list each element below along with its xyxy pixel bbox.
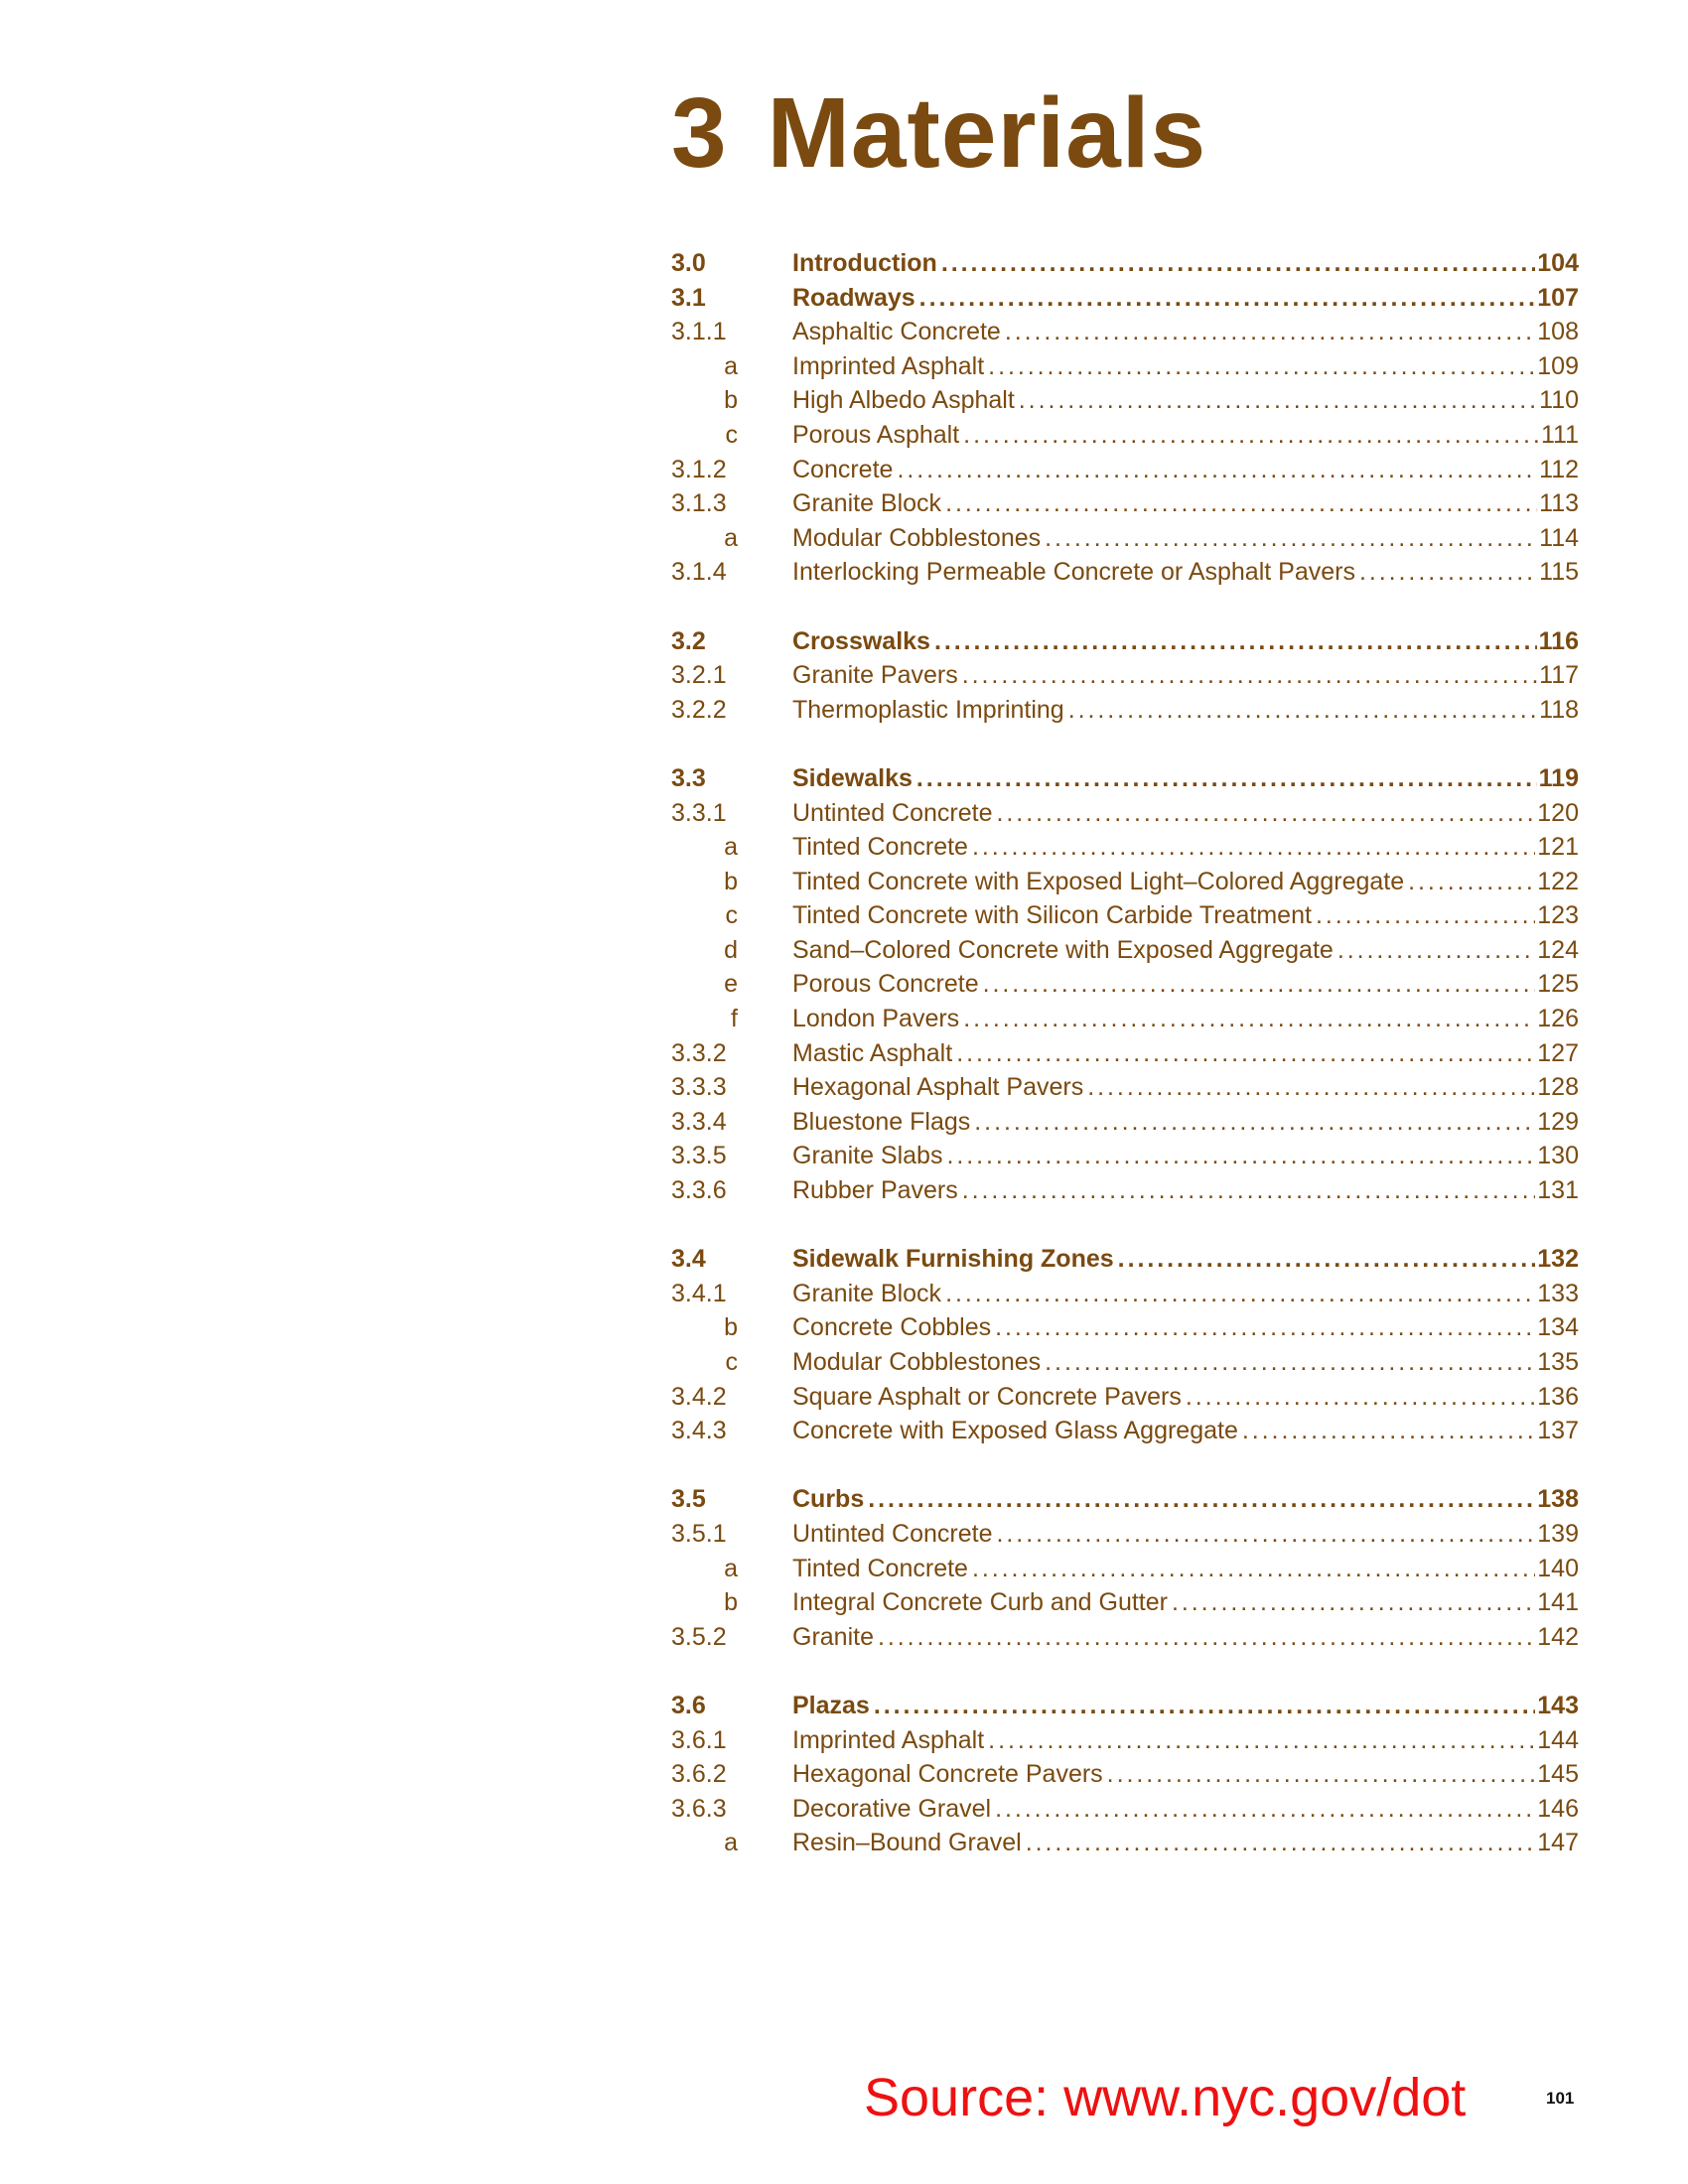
toc-entry-leader — [792, 1792, 1579, 1827]
dot-leader — [868, 1482, 1535, 1517]
toc-entry-number: 3.3.3 — [671, 1073, 727, 1102]
toc-entry-number: c — [725, 901, 738, 930]
toc-entry-leader — [792, 1414, 1579, 1448]
toc-entry-label: Curbs — [792, 1485, 865, 1514]
toc-entry-number: 3.1 — [671, 283, 706, 312]
toc-entry[interactable] — [671, 1585, 1579, 1620]
toc-entry-page: 143 — [1537, 1691, 1579, 1719]
toc-entry-leader — [792, 1517, 1579, 1552]
dot-leader — [974, 1105, 1535, 1140]
toc-entry-number: b — [724, 1313, 738, 1342]
toc-entry-page: 108 — [1537, 318, 1579, 346]
toc-entry-leader — [792, 1173, 1579, 1208]
dot-leader — [972, 1552, 1535, 1586]
toc-entry-page: 112 — [1539, 455, 1579, 483]
dot-leader — [919, 281, 1536, 316]
toc-section — [671, 761, 1579, 1208]
dot-leader — [956, 1036, 1535, 1071]
dot-leader — [1186, 1380, 1535, 1415]
toc-entry-page: 139 — [1537, 1519, 1579, 1548]
toc-entry[interactable] — [671, 1552, 1579, 1586]
toc-entry[interactable] — [671, 418, 1579, 453]
dot-leader — [983, 967, 1536, 1002]
toc-entry[interactable] — [671, 1139, 1579, 1173]
dot-leader — [1337, 933, 1535, 968]
toc-entry-label: Modular Cobblestones — [792, 523, 1042, 552]
toc-entry-number: 3.3.1 — [671, 798, 727, 827]
toc-entry-label: Concrete with Exposed Glass Aggregate — [792, 1417, 1238, 1445]
toc-entry-leader — [792, 1139, 1579, 1173]
toc-entry-page: 142 — [1537, 1622, 1579, 1651]
toc-entry-leader — [792, 1757, 1579, 1792]
dot-leader — [1408, 865, 1535, 899]
toc-entry-label: Granite — [792, 1622, 874, 1651]
toc-entry-number: e — [724, 970, 738, 999]
toc-entry-leader — [792, 1620, 1579, 1655]
toc-entry-page: 104 — [1537, 249, 1579, 277]
toc-entry-label: Rubber Pavers — [792, 1176, 958, 1205]
dot-leader — [1026, 1826, 1536, 1860]
toc-entry-number: 3.3 — [671, 763, 706, 792]
toc-entry-leader — [792, 521, 1579, 556]
toc-section-heading[interactable] — [671, 281, 1579, 316]
toc-entry[interactable] — [671, 349, 1579, 384]
toc-entry-leader — [792, 418, 1579, 453]
toc-entry-page: 124 — [1537, 935, 1579, 964]
toc-entry-label: Porous Asphalt — [792, 420, 960, 449]
dot-leader — [1087, 1070, 1535, 1105]
toc-entry-number: 3.5.2 — [671, 1622, 727, 1651]
toc-entry[interactable] — [671, 1380, 1579, 1415]
toc-entry-page: 121 — [1537, 833, 1579, 862]
toc-entry[interactable] — [671, 1173, 1579, 1208]
dot-leader — [897, 453, 1537, 487]
toc-entry-page: 110 — [1539, 386, 1579, 415]
toc-entry[interactable] — [671, 486, 1579, 521]
toc-entry-number: c — [725, 420, 738, 449]
chapter-number: 3 — [671, 77, 728, 189]
toc-entry[interactable] — [671, 555, 1579, 590]
toc-entry-number: 3.1.1 — [671, 318, 727, 346]
toc-entry-leader — [792, 246, 1579, 281]
dot-leader — [1359, 555, 1537, 590]
toc-entry-number: 3.3.6 — [671, 1176, 727, 1205]
toc-entry-number: 3.2.1 — [671, 661, 727, 690]
toc-entry-page: 127 — [1537, 1038, 1579, 1067]
toc-entry-leader — [792, 486, 1579, 521]
toc-entry-label: Hexagonal Concrete Pavers — [792, 1760, 1103, 1789]
toc-entry-label: Concrete — [792, 455, 894, 483]
toc-entry[interactable] — [671, 1826, 1579, 1860]
toc-entry-number: 3.6 — [671, 1691, 706, 1719]
toc-entry[interactable] — [671, 933, 1579, 968]
toc-entry-label: Untinted Concrete — [792, 798, 993, 827]
toc-entry-label: Introduction — [792, 249, 937, 277]
toc-entry-leader — [792, 658, 1579, 693]
toc-entry[interactable] — [671, 1105, 1579, 1140]
toc-entry-number: 3.1.3 — [671, 489, 727, 518]
toc-entry-number: d — [724, 935, 738, 964]
toc-entry-leader — [792, 1036, 1579, 1071]
toc-entry[interactable] — [671, 1036, 1579, 1071]
toc-entry-page: 140 — [1537, 1554, 1579, 1582]
dot-leader — [946, 1139, 1535, 1173]
toc-entry-leader — [792, 555, 1579, 590]
toc-entry[interactable] — [671, 1277, 1579, 1311]
source-note: Source: www.nyc.gov/dot — [864, 2068, 1467, 2127]
dot-leader — [962, 1173, 1536, 1208]
toc-entry-leader — [792, 830, 1579, 865]
dot-leader — [934, 624, 1537, 659]
toc-section — [671, 246, 1579, 590]
toc-entry-page: 120 — [1537, 798, 1579, 827]
toc-entry[interactable] — [671, 1517, 1579, 1552]
toc-entry-page: 144 — [1537, 1725, 1579, 1754]
toc-entry[interactable] — [671, 383, 1579, 418]
toc-entry[interactable] — [671, 1792, 1579, 1827]
toc-entry-page: 118 — [1539, 695, 1579, 724]
toc-entry-page: 137 — [1537, 1417, 1579, 1445]
toc-entry-label: Sand–Colored Concrete with Exposed Aggregate — [792, 935, 1334, 964]
dot-leader — [988, 1723, 1535, 1758]
toc-entry-label: Imprinted Asphalt — [792, 351, 985, 380]
toc-entry-label: Granite Slabs — [792, 1142, 943, 1170]
toc-entry-number: f — [731, 1005, 738, 1033]
dot-leader — [1019, 383, 1537, 418]
toc-entry-label: Untinted Concrete — [792, 1519, 993, 1548]
dot-leader — [878, 1620, 1535, 1655]
toc-entry[interactable] — [671, 1414, 1579, 1448]
dot-leader — [997, 1517, 1536, 1552]
dot-leader — [1068, 693, 1537, 728]
toc-entry-page: 119 — [1538, 763, 1579, 792]
toc-entry-leader — [792, 453, 1579, 487]
toc-entry-page: 141 — [1537, 1588, 1579, 1617]
toc-entry-label: Crosswalks — [792, 626, 930, 655]
toc-entry[interactable] — [671, 830, 1579, 865]
page-title — [671, 77, 1207, 189]
toc-entry-page: 125 — [1537, 970, 1579, 999]
toc-entry-label: Tinted Concrete with Exposed Light–Colored Aggregate — [792, 867, 1405, 895]
toc-entry-label: Hexagonal Asphalt Pavers — [792, 1073, 1084, 1102]
toc-entry-page: 146 — [1537, 1794, 1579, 1823]
dot-leader — [997, 796, 1536, 831]
toc-entry-label: Granite Pavers — [792, 661, 958, 690]
dot-leader — [874, 1689, 1535, 1723]
toc-entry[interactable] — [671, 1620, 1579, 1655]
toc-entry-leader — [792, 898, 1579, 933]
toc-entry-number: a — [724, 833, 738, 862]
toc-section-heading[interactable] — [671, 1689, 1579, 1723]
toc-entry-page: 117 — [1539, 661, 1579, 690]
toc-entry-page: 129 — [1537, 1107, 1579, 1136]
toc-entry-leader — [792, 967, 1579, 1002]
toc-entry-label: Tinted Concrete — [792, 833, 968, 862]
toc-entry-number: 3.1.4 — [671, 558, 727, 587]
toc-entry-page: 131 — [1537, 1176, 1579, 1205]
toc-entry-label: Square Asphalt or Concrete Pavers — [792, 1382, 1182, 1411]
dot-leader — [1242, 1414, 1535, 1448]
toc-entry-label: Thermoplastic Imprinting — [792, 695, 1064, 724]
toc-entry[interactable] — [671, 865, 1579, 899]
toc-entry-leader — [792, 315, 1579, 349]
toc-entry-leader — [792, 1105, 1579, 1140]
toc-entry-page: 115 — [1539, 558, 1579, 587]
toc-entry-leader — [792, 796, 1579, 831]
dot-leader — [1172, 1585, 1535, 1620]
dot-leader — [995, 1792, 1535, 1827]
toc-entry-leader — [792, 1482, 1579, 1517]
toc-entry[interactable] — [671, 796, 1579, 831]
toc-section-heading[interactable] — [671, 1242, 1579, 1277]
toc-entry-label: Granite Block — [792, 1279, 942, 1307]
dot-leader — [1045, 521, 1537, 556]
toc-entry-number: 3.5 — [671, 1485, 706, 1514]
toc-entry-label: Bluestone Flags — [792, 1107, 971, 1136]
toc-entry-page: 134 — [1537, 1313, 1579, 1342]
toc-entry-number: 3.2 — [671, 626, 706, 655]
toc-entry-number: 3.2.2 — [671, 695, 727, 724]
toc-entry-leader — [792, 1689, 1579, 1723]
toc-section — [671, 1482, 1579, 1654]
toc-entry-page: 123 — [1537, 901, 1579, 930]
toc-entry-leader — [792, 1277, 1579, 1311]
toc-section-heading[interactable] — [671, 246, 1579, 281]
toc-entry-leader — [792, 1310, 1579, 1345]
toc-entry-number: a — [724, 523, 738, 552]
toc-entry-number: 3.3.2 — [671, 1038, 727, 1067]
page-number: 101 — [1546, 2089, 1575, 2108]
toc-entry-leader — [792, 349, 1579, 384]
toc-entry-number: 3.3.4 — [671, 1107, 727, 1136]
toc-entry-leader — [792, 761, 1579, 796]
toc-entry-number: 3.6.1 — [671, 1725, 727, 1754]
toc-entry-page: 136 — [1537, 1382, 1579, 1411]
toc-entry-label: Concrete Cobbles — [792, 1313, 992, 1342]
toc-entry-number: 3.6.3 — [671, 1794, 727, 1823]
toc-entry-page: 107 — [1537, 283, 1579, 312]
toc-entry-label: Asphaltic Concrete — [792, 318, 1001, 346]
toc-entry-number: 3.3.5 — [671, 1142, 727, 1170]
toc-entry-label: Porous Concrete — [792, 970, 979, 999]
toc-entry-page: 128 — [1537, 1073, 1579, 1102]
toc-entry[interactable] — [671, 1757, 1579, 1792]
toc-entry-number: 3.0 — [671, 249, 706, 277]
toc-entry-label: Integral Concrete Curb and Gutter — [792, 1588, 1168, 1617]
toc-entry-leader — [792, 1826, 1579, 1860]
toc-entry-label: Granite Block — [792, 489, 942, 518]
toc-entry[interactable] — [671, 1723, 1579, 1758]
toc-entry-page: 113 — [1539, 489, 1579, 518]
toc-entry[interactable] — [671, 693, 1579, 728]
toc-entry-page: 147 — [1537, 1829, 1579, 1857]
toc-entry-number: a — [724, 1829, 738, 1857]
toc-entry-leader — [792, 1552, 1579, 1586]
toc-entry-leader — [792, 933, 1579, 968]
dot-leader — [963, 1002, 1535, 1036]
toc-entry-number: 3.6.2 — [671, 1760, 727, 1789]
toc-entry-leader — [792, 281, 1579, 316]
toc-entry-number: 3.4.2 — [671, 1382, 727, 1411]
toc-entry-label: Mastic Asphalt — [792, 1038, 953, 1067]
toc-entry[interactable] — [671, 1070, 1579, 1105]
dot-leader — [1045, 1345, 1535, 1380]
toc-entry[interactable] — [671, 1310, 1579, 1345]
toc-entry-page: 126 — [1537, 1005, 1579, 1033]
toc-entry-label: Tinted Concrete with Silicon Carbide Treatment — [792, 901, 1312, 930]
toc-entry-number: b — [724, 386, 738, 415]
toc-entry-leader — [792, 1345, 1579, 1380]
toc-entry[interactable] — [671, 521, 1579, 556]
toc-entry-number: b — [724, 1588, 738, 1617]
toc-entry-page: 116 — [1538, 626, 1579, 655]
chapter-title: Materials — [767, 77, 1207, 189]
toc-entry-label: Imprinted Asphalt — [792, 1725, 985, 1754]
toc-entry[interactable] — [671, 315, 1579, 349]
toc-entry-page: 114 — [1539, 523, 1579, 552]
toc-entry[interactable] — [671, 453, 1579, 487]
toc-entry-page: 109 — [1537, 351, 1579, 380]
toc-entry-label: Modular Cobblestones — [792, 1348, 1042, 1376]
toc-entry[interactable] — [671, 898, 1579, 933]
toc-entry[interactable] — [671, 658, 1579, 693]
toc-entry-leader — [792, 383, 1579, 418]
dot-leader — [1118, 1242, 1536, 1277]
dot-leader — [1316, 898, 1535, 933]
dot-leader — [963, 418, 1539, 453]
dot-leader — [1005, 315, 1535, 349]
toc-entry-leader — [792, 1242, 1579, 1277]
toc-entry-page: 145 — [1537, 1760, 1579, 1789]
toc-entry-label: London Pavers — [792, 1005, 960, 1033]
dot-leader — [988, 349, 1535, 384]
toc-entry-label: High Albedo Asphalt — [792, 386, 1015, 415]
dot-leader — [916, 761, 1537, 796]
dot-leader — [941, 246, 1535, 281]
dot-leader — [972, 830, 1535, 865]
toc-entry-page: 130 — [1537, 1142, 1579, 1170]
toc-entry[interactable] — [671, 1345, 1579, 1380]
toc-entry-number: 3.4 — [671, 1245, 706, 1274]
toc-entry-label: Tinted Concrete — [792, 1554, 968, 1582]
toc-section-heading[interactable] — [671, 624, 1579, 659]
toc-entry-number: b — [724, 867, 738, 895]
toc-entry-leader — [792, 1380, 1579, 1415]
toc-entry-page: 133 — [1537, 1279, 1579, 1307]
toc-section — [671, 1689, 1579, 1860]
toc-entry-number: 3.5.1 — [671, 1519, 727, 1548]
toc-entry-leader — [792, 693, 1579, 728]
toc-entry-label: Decorative Gravel — [792, 1794, 992, 1823]
toc-entry-label: Resin–Bound Gravel — [792, 1829, 1022, 1857]
dot-leader — [1107, 1757, 1536, 1792]
dot-leader — [945, 1277, 1535, 1311]
toc-section-heading[interactable] — [671, 761, 1579, 796]
toc-entry-page: 135 — [1537, 1348, 1579, 1376]
toc-section-heading[interactable] — [671, 1482, 1579, 1517]
toc-entry-leader — [792, 1723, 1579, 1758]
toc-entry-label: Sidewalk Furnishing Zones — [792, 1245, 1114, 1274]
toc-entry-leader — [792, 865, 1579, 899]
toc-entry-label: Roadways — [792, 283, 915, 312]
toc-entry[interactable] — [671, 967, 1579, 1002]
toc-section — [671, 1242, 1579, 1448]
toc-entry-label: Plazas — [792, 1691, 870, 1719]
toc-entry-page: 138 — [1537, 1485, 1579, 1514]
table-of-contents — [671, 246, 1579, 1895]
toc-entry-leader — [792, 1585, 1579, 1620]
toc-entry-leader — [792, 624, 1579, 659]
toc-entry-number: c — [725, 1348, 738, 1376]
dot-leader — [945, 486, 1537, 521]
toc-entry-leader — [792, 1070, 1579, 1105]
toc-entry-leader — [792, 1002, 1579, 1036]
toc-entry-label: Sidewalks — [792, 763, 913, 792]
toc-entry-page: 132 — [1537, 1245, 1579, 1274]
toc-entry-page: 111 — [1540, 420, 1579, 449]
toc-entry-number: 3.4.3 — [671, 1417, 727, 1445]
toc-entry-page: 122 — [1537, 867, 1579, 895]
toc-entry[interactable] — [671, 1002, 1579, 1036]
toc-entry-number: 3.1.2 — [671, 455, 727, 483]
toc-entry-number: 3.4.1 — [671, 1279, 727, 1307]
toc-section — [671, 624, 1579, 728]
dot-leader — [995, 1310, 1535, 1345]
dot-leader — [962, 658, 1537, 693]
toc-entry-label: Interlocking Permeable Concrete or Asphalt Pavers — [792, 558, 1355, 587]
toc-entry-number: a — [724, 351, 738, 380]
toc-entry-number: a — [724, 1554, 738, 1582]
